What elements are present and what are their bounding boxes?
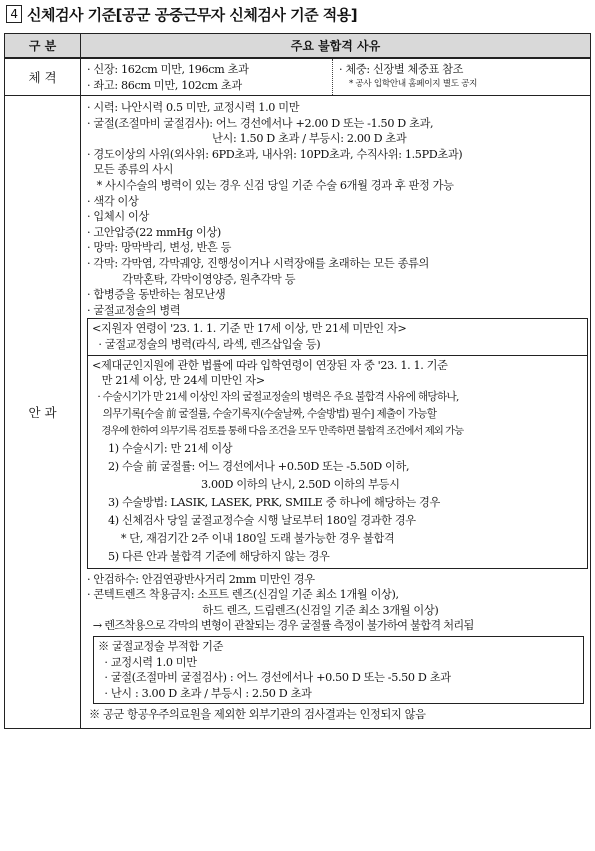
criteria-line: · 굴절교정술의 병력(라식, 라섹, 렌즈삽입술 등) — [92, 337, 321, 351]
criteria-line: 1) 수술시기: 만 21세 이상 — [92, 441, 233, 455]
body-height-sitting — [81, 59, 333, 95]
criteria-line: 하드 렌즈, 드림렌즈(신검일 기준 최소 3개월 이상) — [87, 603, 439, 617]
criteria-line: · 색각 이상 — [87, 194, 139, 208]
criteria-line: · 콘텍트렌즈 착용금지: 소프트 렌즈(신검일 기준 최소 1개월 이상), — [87, 588, 399, 602]
category-body: 체 격 — [5, 58, 81, 96]
criteria-line: 4) 신체검사 당일 굴절교정수술 시행 날로부터 180일 경과한 경우 — [92, 513, 416, 527]
criteria-line: 각막혼탁, 각막이영양증, 원추각막 등 — [87, 272, 296, 286]
body-weight — [333, 59, 590, 95]
criteria-line: 5) 다른 안과 불합격 기준에 해당하지 않는 경우 — [92, 549, 330, 563]
section-number: 4 — [6, 5, 22, 23]
criteria-line: 의무기록[수술 前 굴절률, 수술기록지(수술날짜, 수술방법) 필수] 제출이 가능할 — [92, 407, 437, 420]
criteria-line: ※ 굴절교정술 부적합 기준 — [98, 640, 224, 654]
criteria-line: * 사시수술의 병력이 있는 경우 신검 당일 기준 수술 6개월 경과 후 판정 가능 — [87, 178, 454, 192]
criteria-line: 모든 종류의 사시 — [87, 163, 174, 177]
section-title — [6, 3, 357, 25]
age-box-under-21 — [87, 318, 588, 355]
criteria-line: · 망막: 망막박리, 변성, 반흔 등 — [87, 241, 232, 255]
criteria-line: 3.00D 이하의 난시, 2.50D 이하의 부등시 — [92, 477, 400, 491]
body-criteria — [81, 58, 591, 96]
criteria-line: · 신장: 162cm 미만, 196cm 초과 — [87, 63, 249, 76]
criteria-line: · 입체시 이상 — [87, 210, 149, 224]
eye-criteria — [81, 96, 591, 729]
criteria-line: · 수술시기가 만 21세 이상인 자의 굴절교정술의 병력은 주요 불합격 사유에 해당하나, — [92, 390, 459, 403]
criteria-line: · 시력: 나안시력 0.5 미만, 교정시력 1.0 미만 — [87, 101, 300, 114]
criteria-line: · 경도이상의 사위(외사위: 6PD초과, 내사위: 10PD초과, 수직사위: 1.5PD초과) — [87, 147, 463, 161]
eye-after-list — [81, 569, 590, 634]
header-reasons: 주요 불합격 사유 — [81, 34, 591, 59]
criteria-line: · 굴절(조절마비 굴절검사) : 어느 경선에서나 +0.50 D 또는 -5.50 D 초과 — [98, 671, 451, 685]
criteria-line: · 교정시력 1.0 미만 — [98, 655, 197, 669]
refractive-unsuitable-box — [93, 636, 584, 704]
eye-main-list — [81, 96, 590, 318]
criteria-line: · 체중: 신장별 체중표 참조 — [339, 63, 464, 76]
criteria-line: 경우에 한하여 의무기록 검토를 통해 다음 조건을 모두 만족하면 불합격 조건에서 제외 가능 — [92, 424, 464, 437]
row-eye — [5, 96, 591, 729]
criteria-line: 3) 수술방법: LASIK, LASEK, PRK, SMILE 중 하나에 해당하는 경우 — [92, 495, 440, 509]
criteria-line: · 굴절(조절마비 굴절검사): 어느 경선에서나 +2.00 D 또는 -1.50 D 초과, — [87, 116, 434, 130]
criteria-line: · 좌고: 86cm 미만, 102cm 초과 — [87, 78, 242, 92]
table-header-row — [5, 34, 591, 59]
criteria-line: 만 21세 이상, 만 24세 미만인 자> — [92, 374, 265, 388]
criteria-line: 난시: 1.50 D 초과 / 부등시: 2.00 D 초과 — [87, 132, 407, 146]
footnote — [81, 704, 590, 728]
criteria-line: · 고안압증(22 mmHg 이상) — [87, 225, 221, 239]
criteria-line: · 합병증을 동반하는 첨모난생 — [87, 288, 226, 302]
age-box-veterans — [87, 356, 588, 569]
body-note: * 공사 입학안내 홈페이지 별도 공지 — [349, 78, 478, 89]
criteria-line: · 안검하수: 안검연광반사거리 2mm 미만인 경우 — [87, 572, 315, 586]
section-title-text: 신체검사 기준[공군 공중근무자 신체검사 기준 적용] — [27, 5, 358, 24]
criteria-line: * 단, 재검기간 2주 이내 180일 도래 불가능한 경우 불합격 — [92, 531, 395, 545]
criteria-line: · 각막: 각막염, 각막궤양, 진행성이거나 시력장애를 초래하는 모든 종류의 — [87, 256, 429, 270]
criteria-line: 2) 수술 前 굴절률: 어느 경선에서나 +0.50D 또는 -5.50D 이하, — [92, 459, 410, 473]
category-eye: 안 과 — [5, 96, 81, 729]
criteria-line: <제대군인지원에 관한 법률에 따라 입학연령이 연장된 자 중 '23. 1. 1. 기준 — [92, 358, 448, 372]
criteria-line: <지원자 연령이 '23. 1. 1. 기준 만 17세 이상, 만 21세 미만인 자> — [92, 322, 407, 336]
criteria-line: · 굴절교정술의 병력 — [87, 303, 181, 317]
footnote-text: ※ 공군 항공우주의료원을 제외한 외부기관의 검사결과는 인정되지 않음 — [89, 708, 426, 722]
header-category: 구 분 — [5, 34, 81, 59]
row-body — [5, 58, 591, 96]
criteria-line: · 난시 : 3.00 D 초과 / 부등시 : 2.50 D 초과 — [98, 686, 312, 700]
criteria-line: → 렌즈착용으로 각막의 변형이 관찰되는 경우 굴절률 측정이 불가하여 불합격 처리됨 — [87, 619, 474, 633]
refractive-surgery-boxes — [87, 318, 588, 568]
criteria-table — [4, 33, 591, 729]
